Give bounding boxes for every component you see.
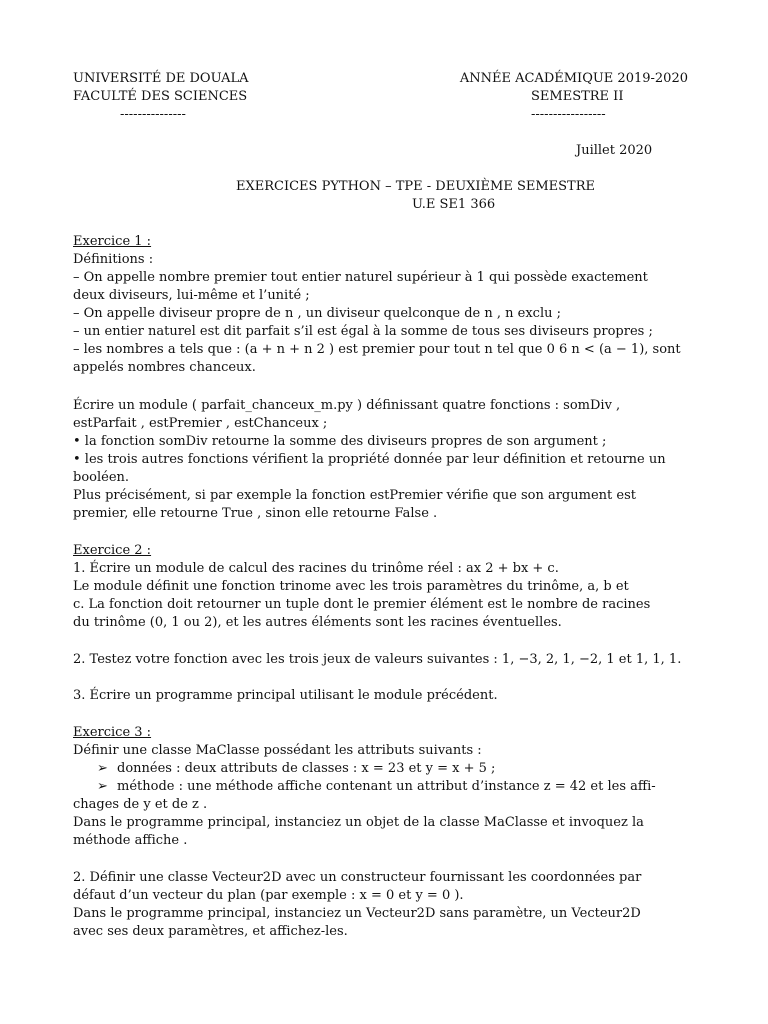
exercise-1-heading: Exercice 1 : (73, 234, 152, 249)
university-name: UNIVERSITÉ DE DOUALA (73, 71, 249, 86)
ex3-bullet-1 (97, 760, 495, 778)
ex1-line: • la fonction somDiv retourne la somme des diviseurs propres de son argument ; (73, 434, 607, 449)
bullet-text: données : deux attributs de classes : x = 23 et y = x + 5 ; (117, 761, 496, 776)
ex1-line: booléen. (73, 470, 130, 485)
ex3-line: avec ses deux paramètres, et affichez-les. (73, 924, 348, 939)
arrow-bullet-icon: ➢ (97, 779, 108, 794)
document-date: Juillet 2020 (576, 143, 653, 158)
ex3-line: défaut d’un vecteur du plan (par exemple : x = 0 et y = 0 ). (73, 888, 464, 903)
ex3-line: 2. Définir une classe Vecteur2D avec un constructeur fournissant les coordonnées par (73, 870, 642, 885)
bullet-text: méthode : une méthode affiche contenant un attribut d’instance z = 42 et les affi- (117, 779, 656, 794)
ex3-intro: Définir une classe MaClasse possédant les attributs suivants : (73, 743, 482, 758)
ex2-line: c. La fonction doit retourner un tuple dont le premier élément est le nombre de racines (73, 597, 651, 612)
ex1-line: • les trois autres fonctions vérifient la propriété donnée par leur définition et retourne un (73, 452, 666, 467)
arrow-bullet-icon: ➢ (97, 761, 108, 776)
ex1-line: Écrire un module ( parfait_chanceux_m.py ) définissant quatre fonctions : somDiv , (73, 398, 621, 413)
ex1-line: appelés nombres chanceux. (73, 360, 256, 375)
ex3-bullet-2 (97, 778, 656, 796)
ex2-line: 2. Testez votre fonction avec les trois jeux de valeurs suivantes : 1, −3, 2, 1, −2, 1 et 1, 1, 1. (73, 652, 682, 667)
ex1-line: – On appelle nombre premier tout entier naturel supérieur à 1 qui possède exactement (73, 270, 648, 285)
faculty-name: FACULTÉ DES SCIENCES (73, 89, 248, 104)
ex1-line: Définitions : (73, 252, 154, 267)
ex1-line: – les nombres a tels que : (a + n + n 2 ) est premier pour tout n tel que 0 6 n < (a − 1), sont (73, 342, 681, 357)
exercise-3-heading: Exercice 3 : (73, 725, 152, 740)
exercise-2-heading: Exercice 2 : (73, 543, 152, 558)
ex3-line: méthode affiche . (73, 833, 188, 848)
header-dashes-left: --------------- (120, 107, 186, 122)
ex2-line: 1. Écrire un module de calcul des racines du trinôme réel : ax 2 + bx + c. (73, 561, 559, 576)
ex3-line: Dans le programme principal, instanciez un objet de la classe MaClasse et invoquez la (73, 815, 644, 830)
ex1-line: – On appelle diviseur propre de n , un diviseur quelconque de n , n exclu ; (73, 306, 561, 321)
header-dashes-right: ----------------- (531, 107, 606, 122)
ex1-line: – un entier naturel est dit parfait s’il est égal à la somme de tous ses diviseurs propres ; (73, 324, 653, 339)
ex1-line: deux diviseurs, lui-même et l’unité ; (73, 288, 310, 303)
ex3-line: Dans le programme principal, instanciez un Vecteur2D sans paramètre, un Vecteur2D (73, 906, 641, 921)
ex2-line: 3. Écrire un programme principal utilisant le module précédent. (73, 688, 498, 703)
document-title: EXERCICES PYTHON – TPE - DEUXIÈME SEMESTRE (236, 179, 596, 194)
ex1-line: Plus précisément, si par exemple la fonction estPremier vérifie que son argument est (73, 488, 636, 503)
ex3-bullet-2-cont: chages de y et de z . (73, 797, 208, 812)
semester: SEMESTRE II (531, 89, 624, 104)
ex2-line: Le module définit une fonction trinome avec les trois paramètres du trinôme, a, b et (73, 579, 629, 594)
ex1-line: estParfait , estPremier , estChanceux ; (73, 416, 328, 431)
course-code: U.E SE1 366 (412, 197, 496, 212)
ex1-line: premier, elle retourne True , sinon elle retourne False . (73, 506, 438, 521)
ex2-line: du trinôme (0, 1 ou 2), et les autres éléments sont les racines éventuelles. (73, 615, 562, 630)
academic-year: ANNÉE ACADÉMIQUE 2019-2020 (459, 71, 688, 86)
